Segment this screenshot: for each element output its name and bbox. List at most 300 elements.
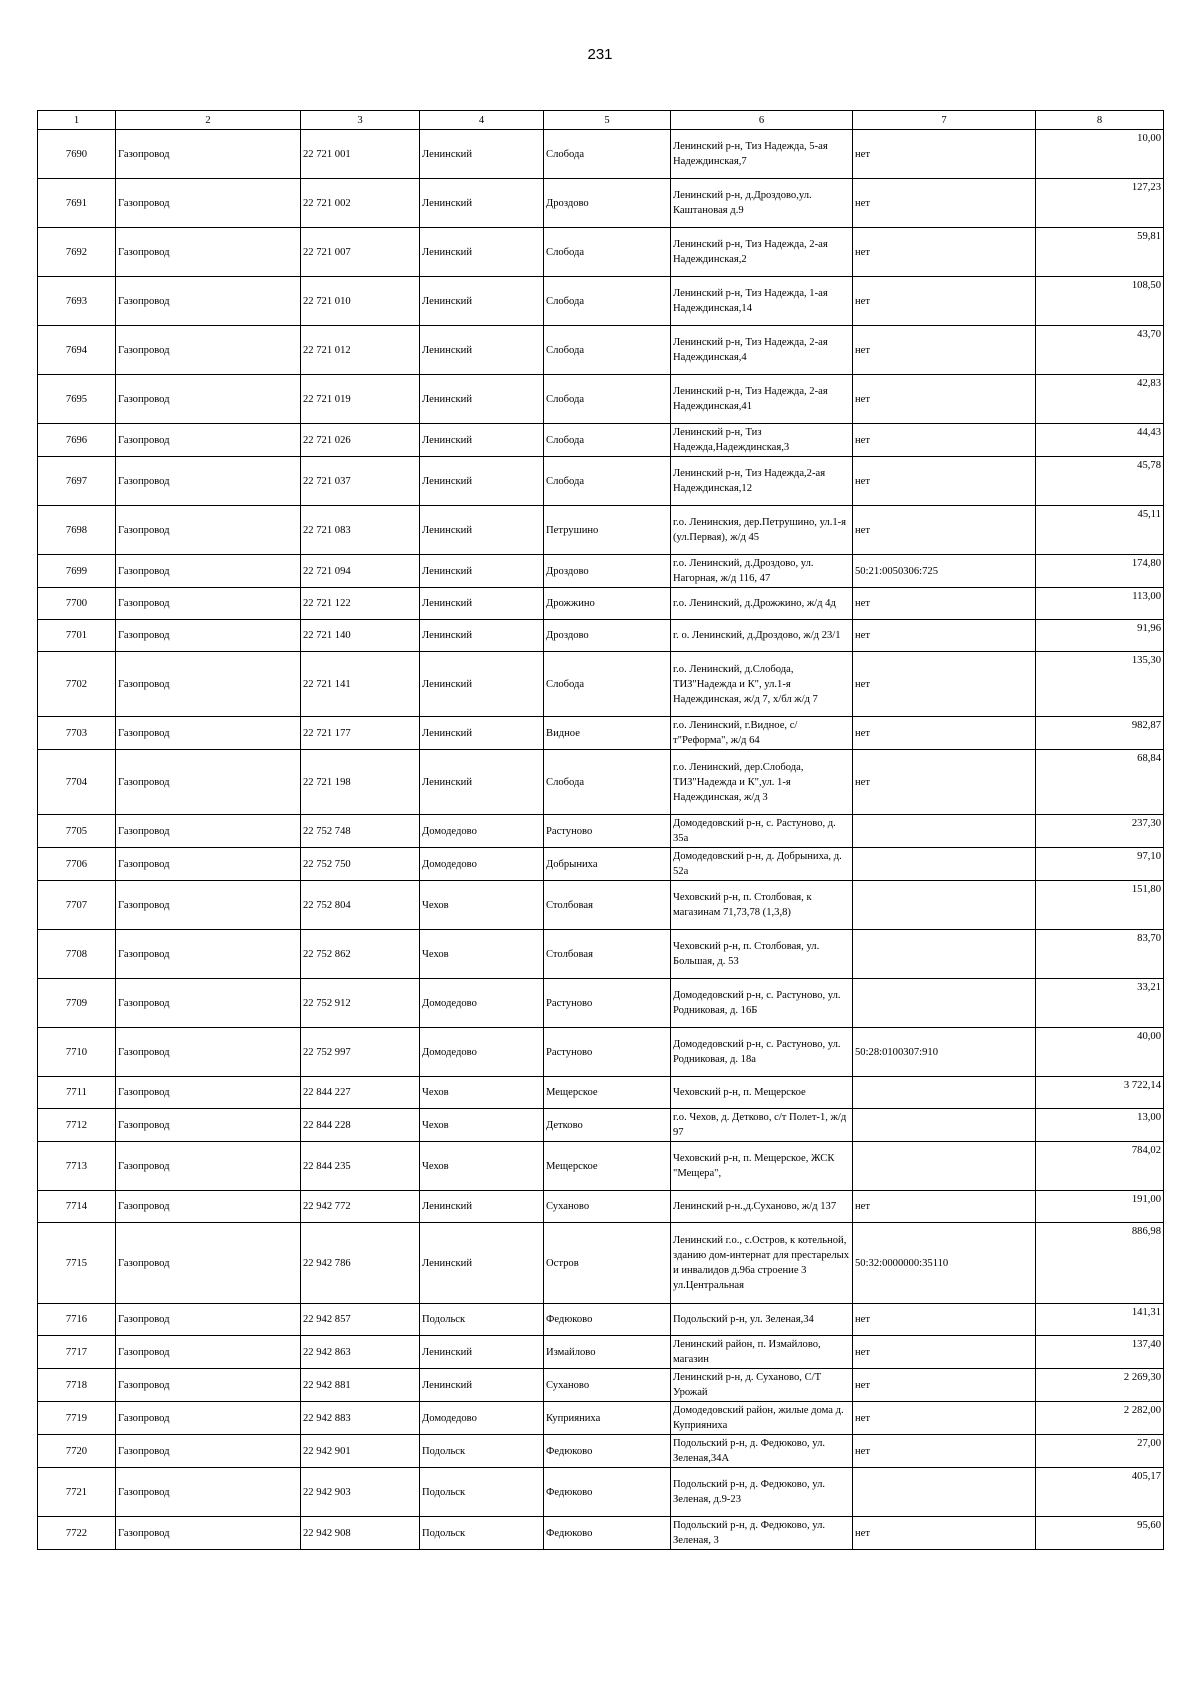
cadastral-number-cell: 50:32:0000000:35110	[853, 1223, 1036, 1304]
object-code-cell: 22 721 094	[301, 555, 420, 588]
locality-cell: Суханово	[544, 1369, 671, 1402]
value-cell: 886,98	[1036, 1223, 1164, 1304]
value-cell: 59,81	[1036, 228, 1164, 277]
row-number-cell: 7694	[38, 326, 116, 375]
object-code-cell: 22 752 804	[301, 881, 420, 930]
row-number-cell: 7715	[38, 1223, 116, 1304]
row-number-cell: 7712	[38, 1109, 116, 1142]
district-cell: Ленинский	[420, 750, 544, 815]
value-cell: 137,40	[1036, 1336, 1164, 1369]
row-number-cell: 7709	[38, 979, 116, 1028]
locality-cell: Федюково	[544, 1517, 671, 1550]
object-code-cell: 22 721 037	[301, 457, 420, 506]
cadastral-number-cell: нет	[853, 1336, 1036, 1369]
district-cell: Домодедово	[420, 1402, 544, 1435]
column-number-row	[38, 111, 1164, 130]
cadastral-number-cell: нет	[853, 1517, 1036, 1550]
table-row	[38, 717, 1164, 750]
table-row	[38, 1304, 1164, 1336]
cadastral-number-cell: нет	[853, 750, 1036, 815]
address-cell: Ленинский р-н, Тиз Надежда,2-ая Надеждинская,12	[671, 457, 853, 506]
cadastral-number-cell: нет	[853, 179, 1036, 228]
value-cell: 135,30	[1036, 652, 1164, 717]
table-row	[38, 930, 1164, 979]
address-cell: г.о. Ленинския, дер.Петрушино, ул.1-я (ул.Первая), ж/д 45	[671, 506, 853, 555]
district-cell: Ленинский	[420, 424, 544, 457]
address-cell: Ленинский р-н, д.Дроздово,ул. Каштановая д.9	[671, 179, 853, 228]
object-code-cell: 22 752 748	[301, 815, 420, 848]
cadastral-number-cell: нет	[853, 1191, 1036, 1223]
district-cell: Подольск	[420, 1517, 544, 1550]
address-cell: Чеховский р-н, п. Мещерское, ЖСК "Мещера",	[671, 1142, 853, 1191]
object-code-cell: 22 721 019	[301, 375, 420, 424]
row-number-cell: 7693	[38, 277, 116, 326]
column-number: 4	[420, 111, 544, 130]
address-cell: г.о. Ленинский, д.Слобода, ТИЗ"Надежда и К", ул.1-я Надеждинская, ж/д 7, х/бл ж/д 7	[671, 652, 853, 717]
object-type-cell: Газопровод	[116, 848, 301, 881]
district-cell: Ленинский	[420, 717, 544, 750]
address-cell: Ленинский р-н, Тиз Надежда, 2-ая Надеждинская,2	[671, 228, 853, 277]
locality-cell: Детково	[544, 1109, 671, 1142]
object-code-cell: 22 721 177	[301, 717, 420, 750]
table-row	[38, 424, 1164, 457]
cadastral-number-cell: нет	[853, 1304, 1036, 1336]
object-code-cell: 22 721 140	[301, 620, 420, 652]
table-row	[38, 1402, 1164, 1435]
address-cell: Чеховский р-н, п. Столбовая, к магазинам 71,73,78 (1,3,8)	[671, 881, 853, 930]
value-cell: 141,31	[1036, 1304, 1164, 1336]
district-cell: Домодедово	[420, 815, 544, 848]
district-cell: Чехов	[420, 1077, 544, 1109]
district-cell: Ленинский	[420, 620, 544, 652]
value-cell: 43,70	[1036, 326, 1164, 375]
row-number-cell: 7711	[38, 1077, 116, 1109]
object-type-cell: Газопровод	[116, 1109, 301, 1142]
locality-cell: Слобода	[544, 326, 671, 375]
object-type-cell: Газопровод	[116, 652, 301, 717]
district-cell: Ленинский	[420, 1336, 544, 1369]
cadastral-number-cell: нет	[853, 717, 1036, 750]
table-row	[38, 228, 1164, 277]
cadastral-number-cell: нет	[853, 1369, 1036, 1402]
object-code-cell: 22 942 786	[301, 1223, 420, 1304]
object-type-cell: Газопровод	[116, 930, 301, 979]
value-cell: 3 722,14	[1036, 1077, 1164, 1109]
value-cell: 982,87	[1036, 717, 1164, 750]
district-cell: Ленинский	[420, 588, 544, 620]
object-code-cell: 22 721 198	[301, 750, 420, 815]
object-code-cell: 22 942 901	[301, 1435, 420, 1468]
value-cell: 2 282,00	[1036, 1402, 1164, 1435]
row-number-cell: 7720	[38, 1435, 116, 1468]
district-cell: Ленинский	[420, 1191, 544, 1223]
address-cell: Домодедовский р-н, с. Растуново, ул. Родниковая, д. 18а	[671, 1028, 853, 1077]
object-type-cell: Газопровод	[116, 1336, 301, 1369]
table-row	[38, 815, 1164, 848]
locality-cell: Столбовая	[544, 930, 671, 979]
locality-cell: Дроздово	[544, 620, 671, 652]
cadastral-number-cell: нет	[853, 1402, 1036, 1435]
object-type-cell: Газопровод	[116, 179, 301, 228]
object-code-cell: 22 844 235	[301, 1142, 420, 1191]
locality-cell: Столбовая	[544, 881, 671, 930]
district-cell: Ленинский	[420, 555, 544, 588]
cadastral-number-cell: нет	[853, 375, 1036, 424]
object-code-cell: 22 721 122	[301, 588, 420, 620]
object-type-cell: Газопровод	[116, 881, 301, 930]
object-code-cell: 22 844 228	[301, 1109, 420, 1142]
district-cell: Домодедово	[420, 1028, 544, 1077]
district-cell: Ленинский	[420, 375, 544, 424]
address-cell: г.о. Чехов, д. Детково, с/т Полет-1, ж/д 97	[671, 1109, 853, 1142]
value-cell: 191,00	[1036, 1191, 1164, 1223]
table-row	[38, 506, 1164, 555]
object-type-cell: Газопровод	[116, 588, 301, 620]
row-number-cell: 7710	[38, 1028, 116, 1077]
object-type-cell: Газопровод	[116, 1304, 301, 1336]
locality-cell: Видное	[544, 717, 671, 750]
cadastral-number-cell: нет	[853, 506, 1036, 555]
address-cell: Ленинский р-н, Тиз Надежда, 2-ая Надеждинская,41	[671, 375, 853, 424]
object-code-cell: 22 721 007	[301, 228, 420, 277]
object-code-cell: 22 942 881	[301, 1369, 420, 1402]
district-cell: Домодедово	[420, 848, 544, 881]
locality-cell: Федюково	[544, 1304, 671, 1336]
cadastral-number-cell	[853, 1109, 1036, 1142]
column-number: 3	[301, 111, 420, 130]
locality-cell: Куприяниха	[544, 1402, 671, 1435]
cadastral-number-cell: нет	[853, 620, 1036, 652]
locality-cell: Мещерское	[544, 1142, 671, 1191]
cadastral-number-cell: нет	[853, 326, 1036, 375]
row-number-cell: 7696	[38, 424, 116, 457]
cadastral-number-cell: нет	[853, 130, 1036, 179]
object-type-cell: Газопровод	[116, 1369, 301, 1402]
address-cell: Домодедовский р-н, с. Растуново, д. 35а	[671, 815, 853, 848]
column-number: 1	[38, 111, 116, 130]
value-cell: 91,96	[1036, 620, 1164, 652]
locality-cell: Дроздово	[544, 179, 671, 228]
table-row	[38, 1435, 1164, 1468]
row-number-cell: 7713	[38, 1142, 116, 1191]
value-cell: 40,00	[1036, 1028, 1164, 1077]
row-number-cell: 7719	[38, 1402, 116, 1435]
locality-cell: Дроздово	[544, 555, 671, 588]
cadastral-number-cell	[853, 930, 1036, 979]
object-type-cell: Газопровод	[116, 979, 301, 1028]
value-cell: 174,80	[1036, 555, 1164, 588]
district-cell: Ленинский	[420, 506, 544, 555]
table-row	[38, 1517, 1164, 1550]
locality-cell: Слобода	[544, 750, 671, 815]
object-code-cell: 22 942 908	[301, 1517, 420, 1550]
address-cell: Ленинский р-н, Тиз Надежда,Надеждинская,3	[671, 424, 853, 457]
value-cell: 151,80	[1036, 881, 1164, 930]
object-type-cell: Газопровод	[116, 375, 301, 424]
object-type-cell: Газопровод	[116, 1077, 301, 1109]
cadastral-number-cell	[853, 1077, 1036, 1109]
object-type-cell: Газопровод	[116, 228, 301, 277]
object-type-cell: Газопровод	[116, 424, 301, 457]
cadastral-number-cell: нет	[853, 588, 1036, 620]
object-type-cell: Газопровод	[116, 1142, 301, 1191]
row-number-cell: 7700	[38, 588, 116, 620]
locality-cell: Слобода	[544, 457, 671, 506]
object-code-cell: 22 721 010	[301, 277, 420, 326]
locality-cell: Слобода	[544, 375, 671, 424]
value-cell: 784,02	[1036, 1142, 1164, 1191]
table-row	[38, 1142, 1164, 1191]
locality-cell: Федюково	[544, 1468, 671, 1517]
district-cell: Ленинский	[420, 457, 544, 506]
address-cell: Чеховский р-н, п. Столбовая, ул. Большая, д. 53	[671, 930, 853, 979]
value-cell: 95,60	[1036, 1517, 1164, 1550]
locality-cell: Суханово	[544, 1191, 671, 1223]
table-row	[38, 130, 1164, 179]
cadastral-number-cell	[853, 1468, 1036, 1517]
row-number-cell: 7718	[38, 1369, 116, 1402]
object-code-cell: 22 721 001	[301, 130, 420, 179]
table-row	[38, 1336, 1164, 1369]
value-cell: 42,83	[1036, 375, 1164, 424]
table-row	[38, 750, 1164, 815]
address-cell: Ленинский р-н.,д.Суханово, ж/д 137	[671, 1191, 853, 1223]
address-cell: Ленинский г.о., с.Остров, к котельной, зданию дом-интернат для престарелых и инвалидов д.96а строение 3 ул.Центральная	[671, 1223, 853, 1304]
district-cell: Чехов	[420, 930, 544, 979]
district-cell: Подольск	[420, 1435, 544, 1468]
row-number-cell: 7708	[38, 930, 116, 979]
value-cell: 45,11	[1036, 506, 1164, 555]
row-number-cell: 7714	[38, 1191, 116, 1223]
object-type-cell: Газопровод	[116, 1517, 301, 1550]
row-number-cell: 7701	[38, 620, 116, 652]
object-code-cell: 22 752 750	[301, 848, 420, 881]
row-number-cell: 7692	[38, 228, 116, 277]
address-cell: Чеховский р-н, п. Мещерское	[671, 1077, 853, 1109]
row-number-cell: 7697	[38, 457, 116, 506]
object-code-cell: 22 942 857	[301, 1304, 420, 1336]
address-cell: г.о. Ленинский, д.Дроздово, ул. Нагорная, ж/д 116, 47	[671, 555, 853, 588]
object-type-cell: Газопровод	[116, 506, 301, 555]
value-cell: 27,00	[1036, 1435, 1164, 1468]
page-number: 231	[587, 46, 613, 63]
district-cell: Ленинский	[420, 277, 544, 326]
object-type-cell: Газопровод	[116, 1028, 301, 1077]
address-cell: Подольский р-н, д. Федюково, ул. Зеленая, д.9-23	[671, 1468, 853, 1517]
value-cell: 68,84	[1036, 750, 1164, 815]
table-row	[38, 1223, 1164, 1304]
object-type-cell: Газопровод	[116, 1191, 301, 1223]
row-number-cell: 7691	[38, 179, 116, 228]
table-row	[38, 375, 1164, 424]
table-row	[38, 979, 1164, 1028]
district-cell: Ленинский	[420, 326, 544, 375]
district-cell: Домодедово	[420, 979, 544, 1028]
column-number: 7	[853, 111, 1036, 130]
object-type-cell: Газопровод	[116, 277, 301, 326]
locality-cell: Добрыниха	[544, 848, 671, 881]
object-code-cell: 22 942 883	[301, 1402, 420, 1435]
object-code-cell: 22 721 002	[301, 179, 420, 228]
value-cell: 13,00	[1036, 1109, 1164, 1142]
row-number-cell: 7703	[38, 717, 116, 750]
table-row	[38, 652, 1164, 717]
object-type-cell: Газопровод	[116, 1435, 301, 1468]
address-cell: Домодедовский район, жилые дома д. Куприяниха	[671, 1402, 853, 1435]
cadastral-number-cell: 50:21:0050306:725	[853, 555, 1036, 588]
table-row	[38, 881, 1164, 930]
cadastral-number-cell: нет	[853, 457, 1036, 506]
address-cell: Подольский р-н, д. Федюково, ул. Зеленая,34А	[671, 1435, 853, 1468]
object-code-cell: 22 721 083	[301, 506, 420, 555]
district-cell: Подольск	[420, 1468, 544, 1517]
district-cell: Чехов	[420, 1142, 544, 1191]
locality-cell: Слобода	[544, 130, 671, 179]
table-row	[38, 1468, 1164, 1517]
table-row	[38, 1028, 1164, 1077]
address-cell: Домодедовский р-н, с. Растуново, ул. Родниковая, д. 16Б	[671, 979, 853, 1028]
value-cell: 83,70	[1036, 930, 1164, 979]
address-cell: г.о. Ленинский, д.Дрожжино, ж/д 4д	[671, 588, 853, 620]
object-type-cell: Газопровод	[116, 555, 301, 588]
address-cell: Ленинский район, п. Измайлово, магазин	[671, 1336, 853, 1369]
row-number-cell: 7717	[38, 1336, 116, 1369]
row-number-cell: 7698	[38, 506, 116, 555]
value-cell: 33,21	[1036, 979, 1164, 1028]
table-row	[38, 1191, 1164, 1223]
district-cell: Подольск	[420, 1304, 544, 1336]
registry-table	[37, 110, 1164, 1550]
object-type-cell: Газопровод	[116, 1468, 301, 1517]
cadastral-number-cell: нет	[853, 424, 1036, 457]
value-cell: 97,10	[1036, 848, 1164, 881]
object-code-cell: 22 752 997	[301, 1028, 420, 1077]
cadastral-number-cell: нет	[853, 228, 1036, 277]
table-row	[38, 1369, 1164, 1402]
row-number-cell: 7695	[38, 375, 116, 424]
object-type-cell: Газопровод	[116, 326, 301, 375]
object-code-cell: 22 942 863	[301, 1336, 420, 1369]
table-row	[38, 588, 1164, 620]
district-cell: Ленинский	[420, 228, 544, 277]
value-cell: 405,17	[1036, 1468, 1164, 1517]
value-cell: 108,50	[1036, 277, 1164, 326]
table-row	[38, 179, 1164, 228]
locality-cell: Измайлово	[544, 1336, 671, 1369]
row-number-cell: 7705	[38, 815, 116, 848]
cadastral-number-cell: нет	[853, 277, 1036, 326]
row-number-cell: 7706	[38, 848, 116, 881]
locality-cell: Мещерское	[544, 1077, 671, 1109]
row-number-cell: 7702	[38, 652, 116, 717]
row-number-cell: 7722	[38, 1517, 116, 1550]
table-row	[38, 848, 1164, 881]
table-row	[38, 1109, 1164, 1142]
district-cell: Ленинский	[420, 652, 544, 717]
address-cell: Ленинский р-н, Тиз Надежда, 1-ая Надеждинская,14	[671, 277, 853, 326]
district-cell: Ленинский	[420, 1223, 544, 1304]
address-cell: Подольский р-н, ул. Зеленая,34	[671, 1304, 853, 1336]
locality-cell: Растуново	[544, 979, 671, 1028]
district-cell: Чехов	[420, 881, 544, 930]
object-type-cell: Газопровод	[116, 815, 301, 848]
value-cell: 2 269,30	[1036, 1369, 1164, 1402]
object-code-cell: 22 752 862	[301, 930, 420, 979]
district-cell: Ленинский	[420, 130, 544, 179]
table-body	[38, 130, 1164, 1550]
row-number-cell: 7721	[38, 1468, 116, 1517]
value-cell: 10,00	[1036, 130, 1164, 179]
column-number: 8	[1036, 111, 1164, 130]
table-row	[38, 457, 1164, 506]
value-cell: 127,23	[1036, 179, 1164, 228]
locality-cell: Растуново	[544, 1028, 671, 1077]
row-number-cell: 7707	[38, 881, 116, 930]
cadastral-number-cell	[853, 881, 1036, 930]
locality-cell: Слобода	[544, 228, 671, 277]
object-type-cell: Газопровод	[116, 457, 301, 506]
row-number-cell: 7690	[38, 130, 116, 179]
table-row	[38, 326, 1164, 375]
locality-cell: Дрожжино	[544, 588, 671, 620]
object-code-cell: 22 942 903	[301, 1468, 420, 1517]
column-number: 2	[116, 111, 301, 130]
table-row	[38, 620, 1164, 652]
address-cell: Ленинский р-н, Тиз Надежда, 5-ая Надеждинская,7	[671, 130, 853, 179]
object-type-cell: Газопровод	[116, 1223, 301, 1304]
district-cell: Ленинский	[420, 1369, 544, 1402]
locality-cell: Слобода	[544, 277, 671, 326]
object-type-cell: Газопровод	[116, 130, 301, 179]
address-cell: Подольский р-н, д. Федюково, ул. Зеленая, 3	[671, 1517, 853, 1550]
address-cell: г. о. Ленинский, д.Дроздово, ж/д 23/1	[671, 620, 853, 652]
cadastral-number-cell: 50:28:0100307:910	[853, 1028, 1036, 1077]
object-type-cell: Газопровод	[116, 1402, 301, 1435]
object-code-cell: 22 752 912	[301, 979, 420, 1028]
object-code-cell: 22 721 026	[301, 424, 420, 457]
address-cell: г.о. Ленинский, г.Видное, с/т"Реформа", ж/д 64	[671, 717, 853, 750]
column-number: 6	[671, 111, 853, 130]
object-code-cell: 22 942 772	[301, 1191, 420, 1223]
row-number-cell: 7716	[38, 1304, 116, 1336]
object-type-cell: Газопровод	[116, 717, 301, 750]
row-number-cell: 7704	[38, 750, 116, 815]
object-code-cell: 22 844 227	[301, 1077, 420, 1109]
value-cell: 113,00	[1036, 588, 1164, 620]
table-row	[38, 555, 1164, 588]
column-number: 5	[544, 111, 671, 130]
object-code-cell: 22 721 012	[301, 326, 420, 375]
object-type-cell: Газопровод	[116, 750, 301, 815]
cadastral-number-cell	[853, 848, 1036, 881]
value-cell: 44,43	[1036, 424, 1164, 457]
value-cell: 237,30	[1036, 815, 1164, 848]
value-cell: 45,78	[1036, 457, 1164, 506]
locality-cell: Федюково	[544, 1435, 671, 1468]
table-row	[38, 1077, 1164, 1109]
cadastral-number-cell	[853, 815, 1036, 848]
address-cell: Домодедовский р-н, д. Добрыниха, д. 52а	[671, 848, 853, 881]
address-cell: Ленинский р-н, Тиз Надежда, 2-ая Надеждинская,4	[671, 326, 853, 375]
address-cell: Ленинский р-н, д. Суханово, С/Т Урожай	[671, 1369, 853, 1402]
cadastral-number-cell: нет	[853, 652, 1036, 717]
object-type-cell: Газопровод	[116, 620, 301, 652]
cadastral-number-cell: нет	[853, 1435, 1036, 1468]
locality-cell: Петрушино	[544, 506, 671, 555]
locality-cell: Растуново	[544, 815, 671, 848]
cadastral-number-cell	[853, 979, 1036, 1028]
district-cell: Ленинский	[420, 179, 544, 228]
